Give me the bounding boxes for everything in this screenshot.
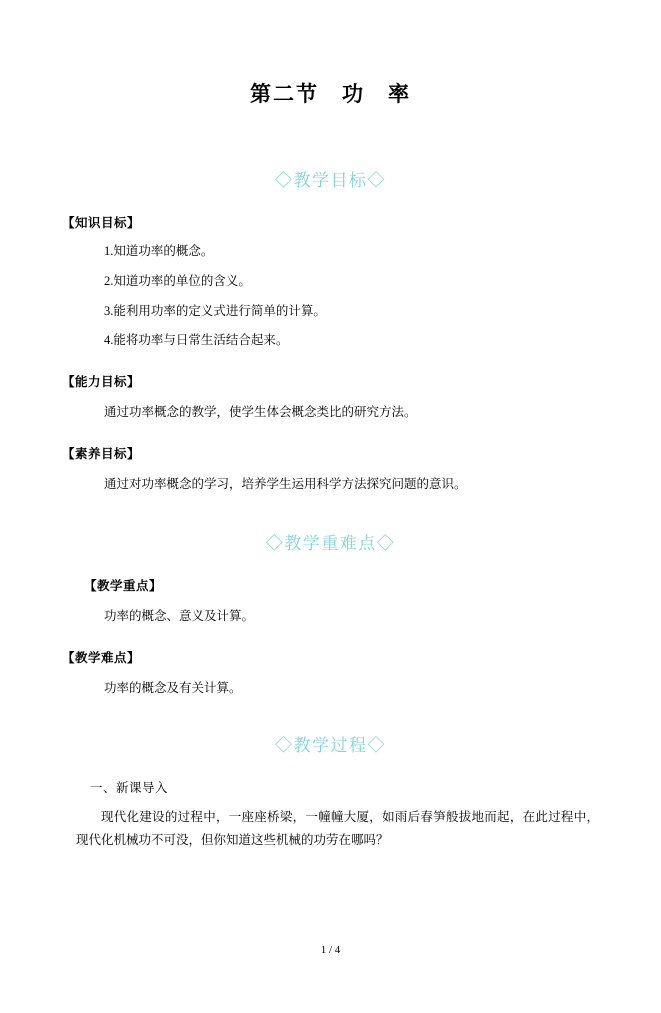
- page-title: 第二节 功 率: [250, 82, 411, 106]
- group-label-ability: 【能力目标】: [62, 375, 141, 389]
- subheading-new-lesson-intro: 一、新课导入: [90, 780, 169, 795]
- group-label-knowledge: 【知识目标】: [62, 216, 141, 230]
- difficulty-text: 功率的概念及有关计算。: [104, 681, 242, 696]
- section-heading-process: ◇教学过程◇: [275, 735, 386, 755]
- page-number: 1 / 4: [320, 944, 341, 956]
- literacy-objective-text: 通过对功率概念的学习，培养学生运用科学方法探究问题的意识。: [104, 477, 467, 492]
- ability-objective-text: 通过功率概念的教学，使学生体会概念类比的研究方法。: [104, 405, 417, 419]
- document-page: [0, 78, 661, 1013]
- group-label-key-point: 【教学重点】: [84, 578, 163, 593]
- section-heading-objectives: ◇教学目标◇: [275, 171, 386, 190]
- intro-paragraph: 现代化建设的过程中，一座座桥梁，一幢幢大厦，如雨后春笋般拔地而起，在此过程中，现代化机械功不可没，但你知道这些机械的功劳在哪吗？: [76, 809, 599, 847]
- list-item: 1.知道功率的概念。: [104, 244, 214, 258]
- group-label-difficulty: 【教学难点】: [62, 651, 141, 666]
- list-item: 2.知道功率的单位的含义。: [104, 273, 251, 288]
- group-label-literacy: 【素养目标】: [62, 447, 141, 462]
- section-heading-key-points: ◇教学重难点◇: [265, 533, 396, 553]
- list-item: 4.能将功率与日常生活结合起来。: [104, 333, 289, 348]
- key-point-text: 功率的概念、意义及计算。: [104, 608, 255, 623]
- knowledge-objective-list: [62, 242, 599, 350]
- list-item: 3.能利用功率的定义式进行简单的计算。: [104, 303, 326, 318]
